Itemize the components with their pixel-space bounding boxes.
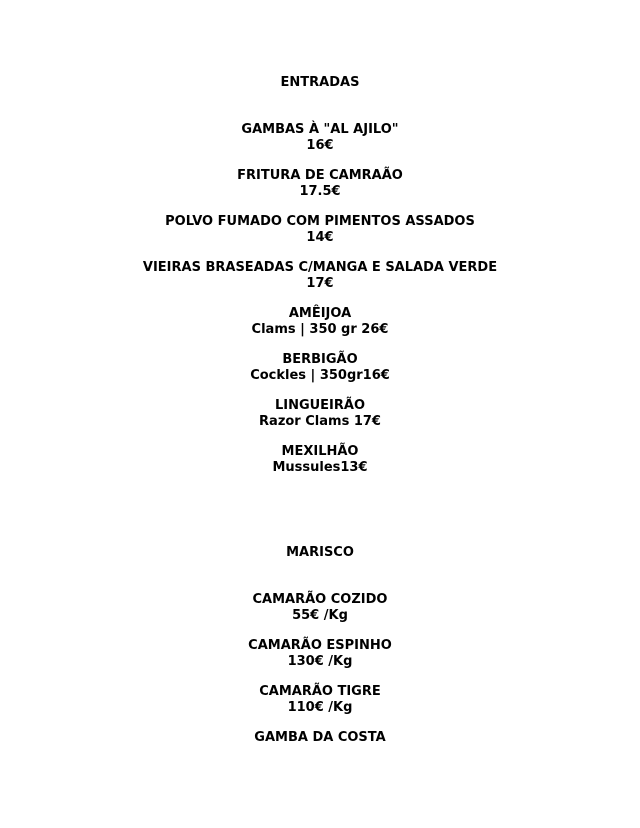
item-name: CAMARÃO COZIDO	[252, 592, 388, 607]
item-price: Mussules13€	[272, 459, 368, 475]
section-title-marisco: MARISCO	[286, 545, 354, 560]
menu-item-mexilhao	[0, 444, 640, 475]
section-title-entradas: ENTRADAS	[280, 75, 360, 90]
item-name: AMÊIJOA	[288, 306, 352, 321]
menu-item-vieiras-braseadas	[0, 260, 640, 291]
item-name: GAMBA DA COSTA	[254, 730, 386, 745]
item-price: Razor Clams 17€	[259, 413, 381, 429]
menu-item-ameijoa	[0, 306, 640, 337]
menu-item-gamba-da-costa	[0, 730, 640, 746]
item-price: 110€ /Kg	[287, 699, 353, 715]
item-name: FRITURA DE CAMRAÃO	[237, 168, 403, 183]
item-price: 17.5€	[299, 183, 341, 199]
item-price: 130€ /Kg	[287, 653, 353, 669]
item-name: LINGUEIRÃO	[274, 398, 366, 413]
menu-item-polvo-fumado	[0, 214, 640, 245]
item-price: 14€	[306, 229, 334, 245]
item-price: 55€ /Kg	[292, 607, 348, 623]
item-name: BERBIGÃO	[282, 352, 358, 367]
item-name: GAMBAS À "AL AJILO"	[241, 122, 399, 137]
menu-item-berbigao	[0, 352, 640, 383]
menu-item-camarao-tigre	[0, 684, 640, 715]
item-price: 17€	[306, 275, 334, 291]
menu-item-gambas-al-ajilo	[0, 122, 640, 153]
item-name: CAMARÃO TIGRE	[259, 684, 381, 699]
menu-item-fritura-de-camarao	[0, 168, 640, 199]
item-name: POLVO FUMADO COM PIMENTOS ASSADOS	[165, 214, 475, 229]
item-name: MEXILHÃO	[281, 444, 359, 459]
item-name: CAMARÃO ESPINHO	[248, 638, 392, 653]
item-price: Clams | 350 gr 26€	[251, 321, 389, 337]
item-name: VIEIRAS BRASEADAS C/MANGA E SALADA VERDE	[142, 260, 498, 275]
item-price: 16€	[306, 137, 334, 153]
menu-item-lingueirao	[0, 398, 640, 429]
menu-item-camarao-espinho	[0, 638, 640, 669]
menu-item-camarao-cozido	[0, 592, 640, 623]
item-price: Cockles | 350gr16€	[250, 367, 390, 383]
